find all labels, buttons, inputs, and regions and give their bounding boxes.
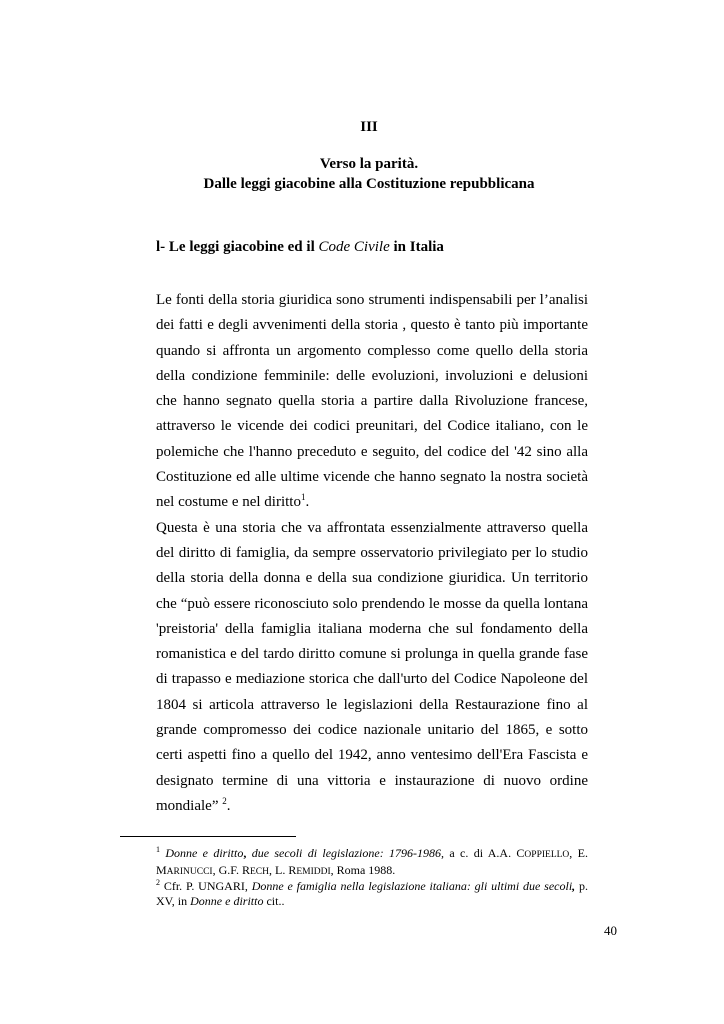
paragraph-1	[156, 288, 588, 516]
paragraph-2	[156, 516, 588, 820]
footnote-ref-1: 1	[300, 492, 306, 503]
footnote-1-sep-1: , E. M	[156, 846, 588, 877]
footnote-1-sep-2: , G.F. R	[212, 862, 250, 877]
footnote-1-sep-3: , L. R	[268, 862, 297, 877]
paragraph-1-end: .	[305, 494, 310, 511]
footnote-separator	[120, 836, 296, 837]
footnote-2-number: 2	[156, 878, 160, 887]
footnote-1-editor: a c. di A.A. C	[444, 846, 525, 860]
footnote-2-title: Donne e famiglia nella legislazione italiana: gli ultimi due secoli	[251, 879, 573, 893]
footnote-1	[156, 846, 588, 879]
footnote-1-comma: ,	[243, 846, 247, 860]
chapter-number: III	[360, 119, 378, 135]
section-heading-suffix: in Italia	[389, 239, 444, 255]
footnote-2	[156, 879, 588, 908]
footnote-2-mid: p. XV, in	[156, 879, 589, 908]
footnote-2-comma: ,	[572, 879, 576, 893]
footnote-1-tail: , Roma 1988.	[330, 862, 396, 877]
footnotes	[156, 846, 588, 908]
footnote-1-title-b: due secoli di legislazione: 1796-1986,	[246, 846, 445, 860]
footnote-ref-2: 2	[222, 795, 227, 806]
footnote-2-tail: cit..	[263, 893, 285, 908]
footnote-1-name-2: ARINUCCI	[166, 866, 213, 877]
chapter-title-line-1: Verso la parità.	[319, 156, 419, 172]
paragraph-2-text: Questa è una storia che va affrontata essenzialmente attraverso quella del diritto di famiglia, da sempre osservatorio privilegiato per lo studio della storia della donna e della sua condizione giuridica. Un territorio che “può essere riconosciuto solo prendendo le mosse da quella lontana 'preistoria' della famiglia italiana moderna che sul fondamento della romanistica e del tardo diritto comune si prolunga in quella grande fase di trapasso e mediazione storica che dall'urto del Codice Napoleone del 1804 si articola attraverso le legislazioni della Restaurazione fino al grande compromesso dei codice nazionale unitario del 1865, e sotto certi aspetti fino a quello del 1942, anno ventesimo dell'Era Fascista e designato termine di una vittoria e instaurazione di nuovo ordine mondiale”	[156, 519, 588, 814]
chapter-title-line-2: Dalle leggi giacobine alla Costituzione repubblicana	[203, 176, 535, 192]
footnote-1-number: 1	[156, 845, 160, 854]
body-text	[156, 288, 588, 819]
paragraph-2-end: .	[226, 797, 231, 814]
footnote-2-title-2: Donne e diritto	[190, 893, 264, 908]
page-number: 40	[604, 923, 617, 938]
footnote-1-title-a: Donne e diritto	[165, 846, 244, 860]
paragraph-1-text: Le fonti della storia giuridica sono strumenti indispensabili per l’analisi dei fatti e degli avvenimenti della storia , questo è tanto più importante quando si affronta un argomento complesso come quello della storia della condizione femminile: delle evoluzioni, involuzioni e delusioni che hanno segnato quella storia a partire dalla Rivoluzione francese, attraverso le vicende dei codici preunitari, del Codice italiano, con le polemiche che l'hanno preceduto e seguito, del codice del '42 sino alla Costituzione ed alle ultime vicende che hanno segnato la nostra società nel costume e nel diritto	[156, 292, 588, 511]
section-heading-prefix: l- Le leggi giacobine ed il	[156, 239, 319, 255]
footnote-1-name-1: OPPIELLO	[524, 850, 570, 860]
section-heading-italic: Code Civile	[318, 239, 390, 255]
chapter-title	[0, 154, 724, 194]
footnote-1-name-4: EMIDDI	[296, 866, 331, 877]
section-heading	[156, 239, 444, 256]
footnote-2-lead: Cfr. P. UNGARI,	[160, 879, 252, 893]
footnote-1-name-3: ECH	[249, 866, 269, 877]
